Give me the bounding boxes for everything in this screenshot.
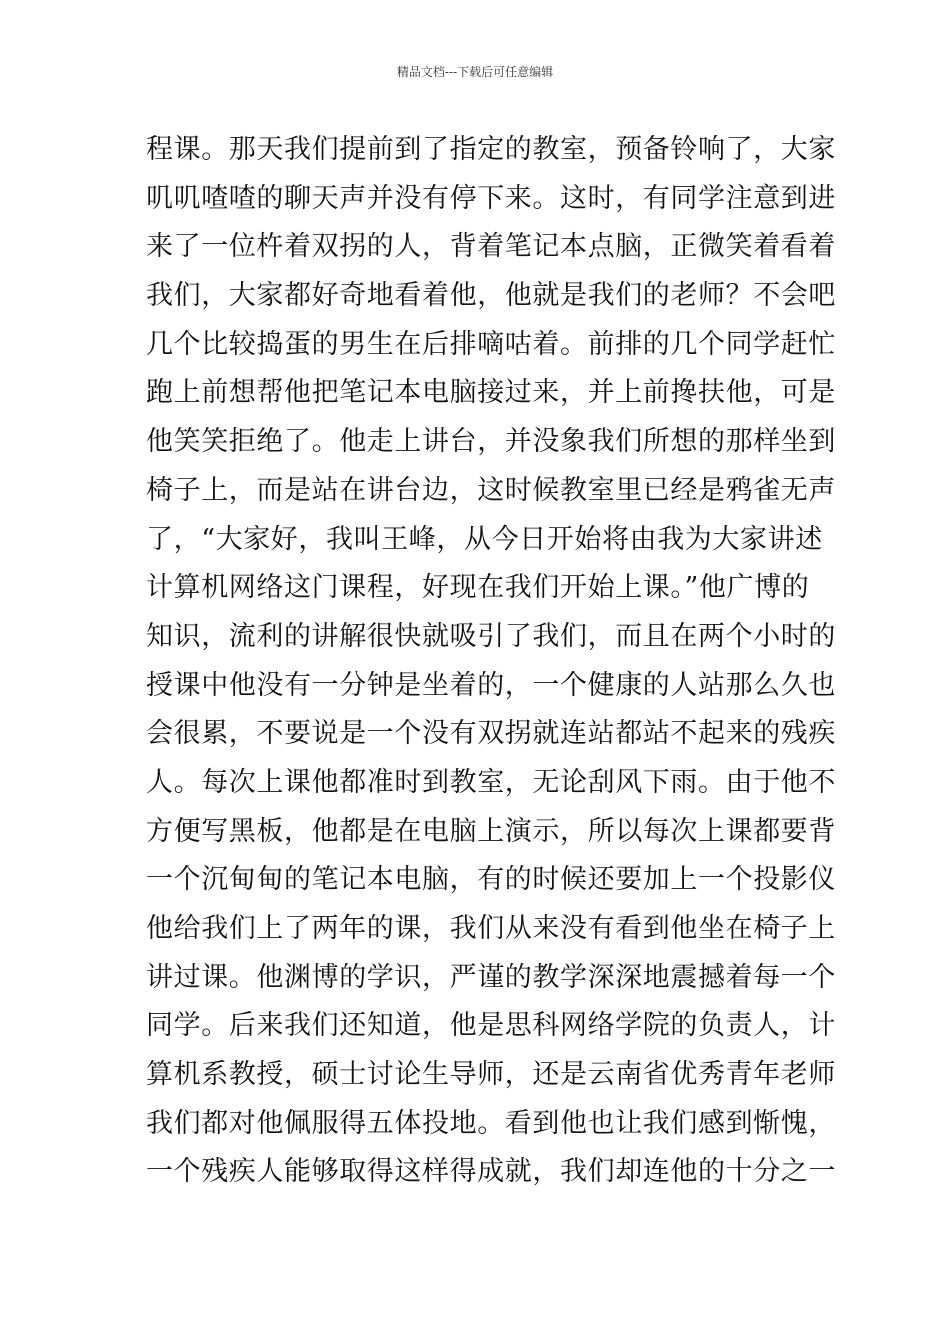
text-line: 来了一位杵着双拐的人，背着笔记本点脑，正微笑着看着 — [146, 231, 836, 263]
text-line: 了，“大家好，我叫王峰，从今日开始将由我为大家讲述 — [146, 523, 823, 555]
text-line: 人。每次上课他都准时到教室，无论刮风下雨。由于他不 — [146, 766, 836, 798]
document-body — [146, 126, 836, 1197]
text-line: 程课。那天我们提前到了指定的教室，预备铃响了，大家 — [146, 134, 836, 165]
text-line: 椅子上，而是站在讲台边，这时候教室里已经是鸦雀无声 — [146, 474, 836, 506]
text-line: 算机系教授，硕士讨论生导师，还是云南省优秀青年老师 — [146, 1059, 836, 1091]
text-line: 他给我们上了两年的课，我们从来没有看到他坐在椅子上 — [146, 913, 836, 944]
text-line: 他笑笑拒绝了。他走上讲台，并没象我们所想的那样坐到 — [146, 426, 836, 458]
text-line: 计算机网络这门课程，好现在我们开始上课。”他广博的 — [146, 572, 810, 604]
text-line: 方便写黑板，他都是在电脑上演示，所以每次上课都要背 — [146, 815, 836, 847]
text-line: 一个残疾人能够取得这样得成就，我们却连他的十分之一 — [146, 1156, 836, 1188]
text-line: 讲过课。他渊博的学识，严谨的教学深深地震撼着每一个 — [146, 961, 836, 993]
text-line: 会很累，不要说是一个没有双拐就连站都站不起来的残疾 — [146, 718, 836, 750]
text-line: 跑上前想帮他把笔记本电脑接过来，并上前搀扶他，可是 — [146, 377, 836, 409]
page-header: 精品文档---下载后可任意编辑 — [396, 65, 554, 79]
text-line: 几个比较捣蛋的男生在后排嘀咕着。前排的几个同学赶忙 — [146, 328, 836, 360]
text-line: 授课中他没有一分钟是坐着的，一个健康的人站那么久也 — [146, 669, 836, 701]
text-line: 一个沉甸甸的笔记本电脑，有的时候还要加上一个投影仪 — [146, 864, 836, 896]
text-line: 我们都对他佩服得五体投地。看到他也让我们感到惭愧， — [146, 1107, 836, 1139]
text-line: 同学。后来我们还知道，他是思科网络学院的负责人，计 — [146, 1010, 836, 1042]
text-line: 知识，流利的讲解很快就吸引了我们，而且在两个小时的 — [146, 620, 836, 652]
text-line: 我们，大家都好奇地看着他，他就是我们的老师？不会吧 — [146, 280, 836, 312]
text-line: 叽叽喳喳的聊天声并没有停下来。这时，有同学注意到进 — [146, 182, 836, 214]
